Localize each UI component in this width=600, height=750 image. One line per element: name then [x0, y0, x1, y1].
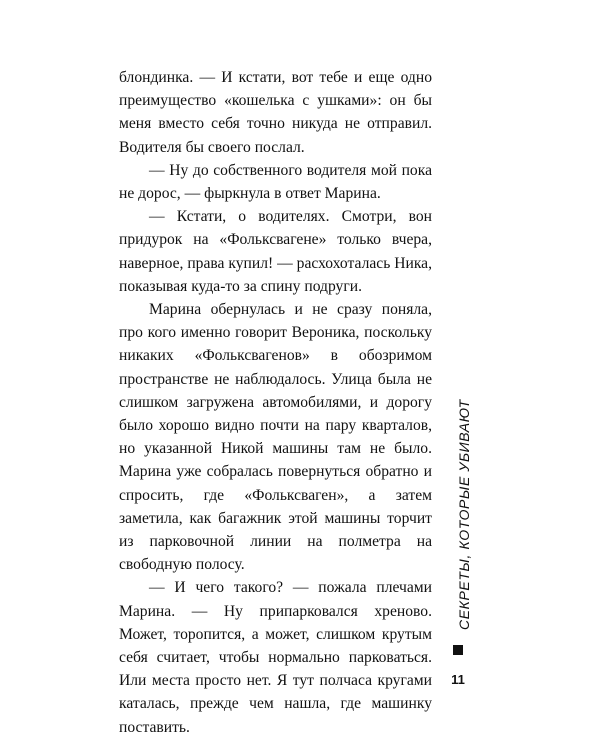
- page-number: 11: [451, 672, 465, 687]
- paragraph-5: — И чего такого? — пожала плечами Марина. — Ну припарковался хреново. Может, торопится, а может, слишком крутым себя считает, чтобы нормально парковаться. Или места просто нет. Я тут полчаса кругами каталась, прежде чем нашла, где машинку поставить.: [119, 579, 432, 736]
- paragraph-1: блондинка. — И кстати, вот тебе и еще одно преимущество «кошелька с ушками»: он бы меня вместо себя точно никуда не отправил. Водителя бы своего послал.: [119, 69, 432, 156]
- body-text: [119, 66, 432, 739]
- square-marker-icon: [453, 645, 463, 655]
- paragraph-3: — Кстати, о водителях. Смотри, вон придурок на «Фольксвагене» только вчера, наверное, права купил! — расхохоталась Ника, показывая куда-то за спину подруги.: [119, 208, 432, 295]
- running-title: СЕКРЕТЫ, КОТОРЫЕ УБИВАЮТ: [456, 399, 472, 630]
- paragraph-2: — Ну до собственного водителя мой пока не дорос, — фыркнула в ответ Марина.: [119, 161, 432, 203]
- paragraph-4: Марина обернулась и не сразу поняла, про кого именно говорит Вероника, поскольку никаких «Фольксвагенов» в обозримом пространстве не наблюдалось. Улица была не слишком загружена автомобилями, и дорогу было хорошо видно почти на пару кварталов, но указанной Никой машины там не было. Марина уже собралась повернуться обратно и спросить, где «Фольксваген», а затем заметила, как багажник этой машины торчит из парковочной линии на полметра на свободную полосу.: [119, 301, 432, 574]
